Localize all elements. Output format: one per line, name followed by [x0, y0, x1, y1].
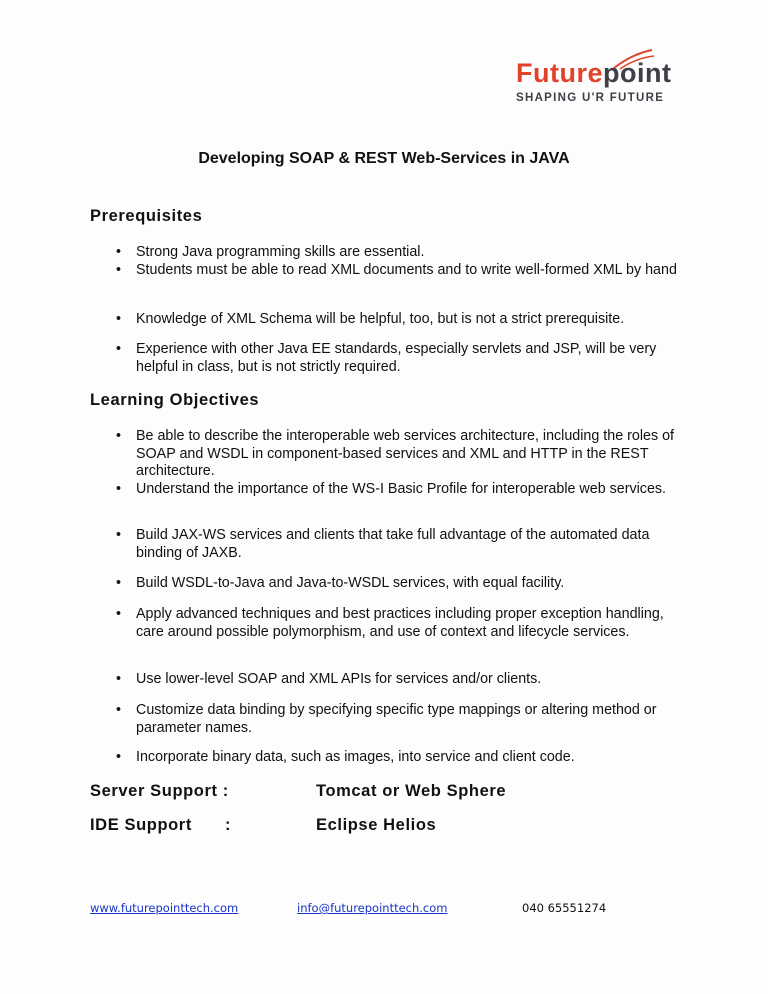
- email-link[interactable]: info@futurepointtech.com: [297, 901, 448, 915]
- list-item: • Use lower-level SOAP and XML APIs for services and/or clients.: [136, 671, 681, 689]
- server-support-label: Server Support :: [90, 782, 229, 800]
- objectives-heading: Learning Objectives: [90, 391, 260, 409]
- list-item: • Apply advanced techniques and best practices including proper exception handling, care around possible polymorphism, and use of context and lifecycle services.: [136, 606, 681, 641]
- phone-number: 040 65551274: [522, 901, 607, 915]
- ide-support-colon: :: [225, 816, 232, 834]
- prerequisites-heading: Prerequisites: [90, 207, 203, 225]
- list-item: • Strong Java programming skills are essential.: [136, 244, 681, 262]
- logo-tagline: SHAPING U'R FUTURE: [516, 92, 665, 104]
- list-item: • Build JAX-WS services and clients that take full advantage of the automated data binding of JAXB.: [136, 527, 681, 562]
- list-item: • Understand the importance of the WS-I Basic Profile for interoperable web services.: [136, 481, 681, 499]
- ide-support-label: IDE Support: [90, 816, 192, 834]
- list-item: • Build WSDL-to-Java and Java-to-WSDL services, with equal facility.: [136, 575, 681, 593]
- website-link[interactable]: www.futurepointtech.com: [90, 901, 239, 915]
- document-title: Developing SOAP & REST Web-Services in JAVA: [198, 150, 570, 167]
- list-item: • Knowledge of XML Schema will be helpful, too, but is not a strict prerequisite.: [136, 311, 681, 329]
- server-support-value: Tomcat or Web Sphere: [316, 782, 507, 800]
- company-logo: Futurepoint: [516, 58, 672, 88]
- list-item: • Experience with other Java EE standards, especially servlets and JSP, will be very helpful in class, but is not strictly required.: [136, 341, 681, 376]
- list-item: • Students must be able to read XML documents and to write well-formed XML by hand: [136, 262, 681, 280]
- list-item: • Customize data binding by specifying specific type mappings or altering method or parameter names.: [136, 702, 681, 737]
- ide-support-value: Eclipse Helios: [316, 816, 437, 834]
- list-item: • Incorporate binary data, such as images, into service and client code.: [136, 749, 681, 767]
- list-item: • Be able to describe the interoperable web services architecture, including the roles of SOAP and WSDL in component-based services and XML and HTTP in the REST architecture.: [136, 428, 681, 481]
